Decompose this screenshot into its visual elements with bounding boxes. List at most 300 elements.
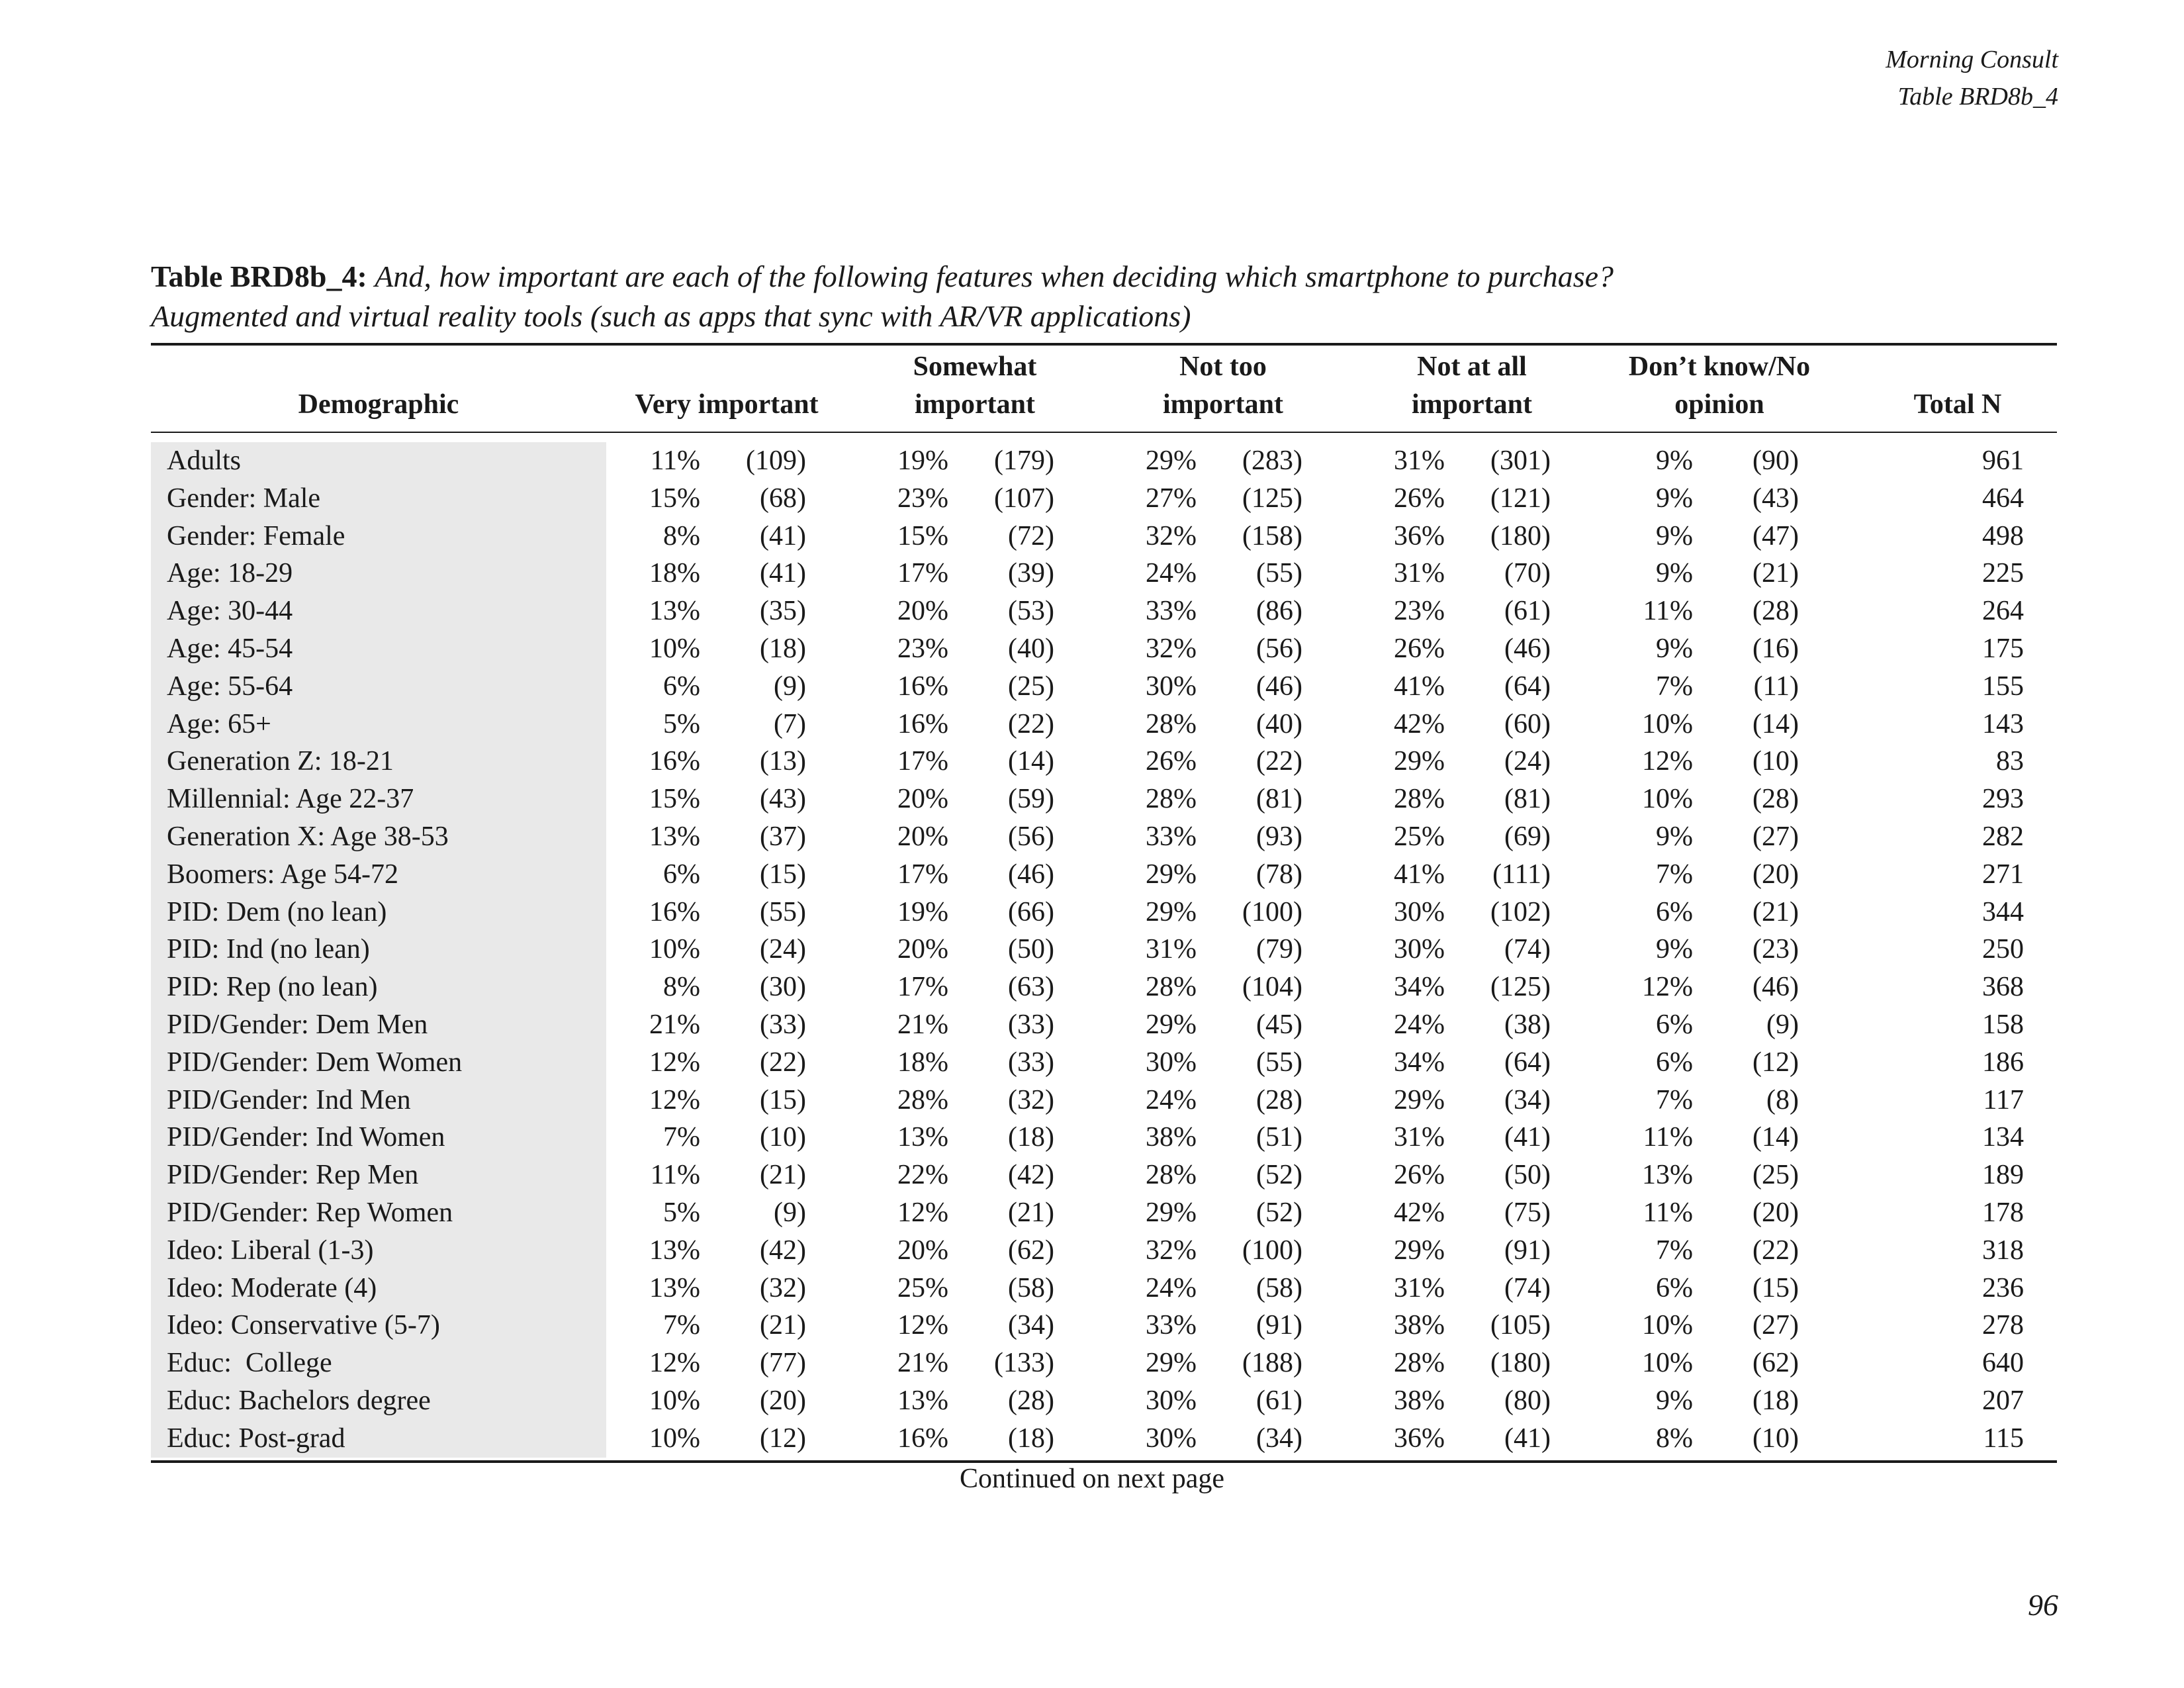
table-row: [151, 668, 2057, 706]
cell-very-n: (24): [760, 934, 806, 965]
cell-very-n: (21): [760, 1310, 806, 1341]
cell-very-n: (18): [760, 633, 806, 664]
table-title-question: And, how important are each of the following features when deciding which smartphone to purchase?: [375, 259, 1614, 293]
cell-very-n: (20): [760, 1385, 806, 1416]
cell-notall-n: (38): [1504, 1009, 1551, 1040]
cell-somewhat-pct: 16%: [897, 671, 948, 702]
cell-somewhat-pct: 17%: [897, 746, 948, 777]
cell-nottoo-n: (104): [1242, 972, 1302, 1003]
col-header-not-at-all-important: Not at all important: [1412, 352, 1532, 420]
cell-dk-n: (21): [1752, 896, 1799, 927]
cell-somewhat-n: (42): [1008, 1160, 1054, 1191]
cell-total-n: 344: [1982, 896, 2024, 927]
cell-dk-n: (90): [1752, 445, 1799, 476]
cell-notall-pct: 38%: [1394, 1385, 1445, 1416]
cell-nottoo-pct: 33%: [1146, 596, 1197, 627]
cell-total-n: 318: [1982, 1235, 2024, 1266]
cell-somewhat-pct: 20%: [897, 1235, 948, 1266]
cell-very-n: (33): [760, 1009, 806, 1040]
cell-somewhat-n: (39): [1008, 558, 1054, 589]
row-label: Educ: Post-grad: [167, 1423, 345, 1454]
cell-total-n: 155: [1982, 671, 2024, 702]
row-label: Generation X: Age 38-53: [167, 821, 449, 852]
cell-notall-n: (74): [1504, 1272, 1551, 1303]
cell-nottoo-n: (55): [1256, 1047, 1302, 1078]
row-label: PID/Gender: Dem Women: [167, 1047, 463, 1078]
cell-very-pct: 12%: [649, 1084, 700, 1115]
cell-nottoo-pct: 29%: [1146, 896, 1197, 927]
cell-very-pct: 10%: [649, 934, 700, 965]
cell-notall-n: (64): [1504, 671, 1551, 702]
table-row: [151, 630, 2057, 668]
cell-notall-pct: 36%: [1394, 520, 1445, 551]
cell-notall-n: (75): [1504, 1197, 1551, 1228]
cell-very-n: (109): [746, 445, 806, 476]
cell-very-pct: 10%: [649, 1423, 700, 1454]
cell-somewhat-n: (63): [1008, 972, 1054, 1003]
cell-notall-n: (41): [1504, 1122, 1551, 1153]
cell-dk-n: (43): [1752, 483, 1799, 514]
row-label: PID/Gender: Ind Men: [167, 1084, 411, 1115]
cell-notall-pct: 24%: [1394, 1009, 1445, 1040]
cell-very-pct: 10%: [649, 633, 700, 664]
cell-very-n: (37): [760, 821, 806, 852]
cell-somewhat-n: (40): [1008, 633, 1054, 664]
cell-very-n: (7): [774, 708, 806, 739]
cell-nottoo-n: (79): [1256, 934, 1302, 965]
table-row: [151, 1307, 2057, 1344]
cell-notall-pct: 26%: [1394, 633, 1445, 664]
cell-dk-n: (20): [1752, 859, 1799, 890]
cell-nottoo-n: (46): [1256, 671, 1302, 702]
cell-somewhat-n: (56): [1008, 821, 1054, 852]
cell-nottoo-pct: 24%: [1146, 558, 1197, 589]
cell-dk-pct: 7%: [1656, 1084, 1693, 1115]
row-label: PID: Rep (no lean): [167, 972, 378, 1003]
cell-very-pct: 13%: [649, 821, 700, 852]
cell-notall-n: (91): [1504, 1235, 1551, 1266]
table-row: [151, 442, 2057, 480]
cell-nottoo-n: (22): [1256, 746, 1302, 777]
table-row: [151, 1382, 2057, 1420]
cell-nottoo-n: (56): [1256, 633, 1302, 664]
header-bottom-rule: [151, 432, 2057, 433]
cell-somewhat-pct: 19%: [897, 896, 948, 927]
cell-very-pct: 16%: [649, 896, 700, 927]
cell-somewhat-pct: 18%: [897, 1047, 948, 1078]
cell-nottoo-n: (100): [1242, 896, 1302, 927]
cell-notall-pct: 41%: [1394, 859, 1445, 890]
cell-somewhat-pct: 21%: [897, 1348, 948, 1379]
cell-dk-n: (23): [1752, 934, 1799, 965]
cell-notall-pct: 30%: [1394, 934, 1445, 965]
cell-somewhat-pct: 21%: [897, 1009, 948, 1040]
cell-notall-pct: 30%: [1394, 896, 1445, 927]
cell-somewhat-n: (66): [1008, 896, 1054, 927]
cell-notall-n: (74): [1504, 934, 1551, 965]
cell-dk-pct: 12%: [1642, 746, 1693, 777]
cell-somewhat-pct: 20%: [897, 821, 948, 852]
running-header: [1886, 41, 2058, 115]
cell-very-n: (41): [760, 520, 806, 551]
cell-dk-n: (28): [1752, 596, 1799, 627]
cell-nottoo-pct: 27%: [1146, 483, 1197, 514]
cell-notall-n: (24): [1504, 746, 1551, 777]
cell-notall-n: (111): [1492, 859, 1551, 890]
table-row: [151, 1044, 2057, 1082]
row-label: PID/Gender: Rep Women: [167, 1197, 453, 1228]
cell-nottoo-n: (58): [1256, 1272, 1302, 1303]
cell-dk-pct: 7%: [1656, 1235, 1693, 1266]
cell-dk-n: (9): [1766, 1009, 1799, 1040]
cell-total-n: 189: [1982, 1160, 2024, 1191]
cell-somewhat-n: (59): [1008, 784, 1054, 815]
col-header-demographic: Demographic: [298, 389, 459, 420]
cell-dk-n: (10): [1752, 746, 1799, 777]
table-row: [151, 1232, 2057, 1270]
cell-notall-pct: 38%: [1394, 1310, 1445, 1341]
cell-total-n: 115: [1983, 1423, 2024, 1454]
row-label: PID/Gender: Rep Men: [167, 1160, 419, 1191]
row-label: Ideo: Liberal (1-3): [167, 1235, 374, 1266]
cell-nottoo-pct: 24%: [1146, 1272, 1197, 1303]
cell-very-pct: 13%: [649, 1235, 700, 1266]
cell-dk-pct: 9%: [1656, 934, 1693, 965]
cell-dk-n: (14): [1752, 708, 1799, 739]
table-row: [151, 592, 2057, 630]
cell-dk-n: (16): [1752, 633, 1799, 664]
table-row: [151, 480, 2057, 518]
cell-notall-pct: 34%: [1394, 972, 1445, 1003]
table-row: [151, 856, 2057, 894]
cell-somewhat-n: (72): [1008, 520, 1054, 551]
cell-notall-n: (105): [1490, 1310, 1551, 1341]
cell-somewhat-n: (33): [1008, 1009, 1054, 1040]
continued-note: Continued on next page: [959, 1464, 1225, 1494]
table-row: [151, 743, 2057, 780]
row-label: Educ: College: [167, 1348, 332, 1379]
table-subtitle: Augmented and virtual reality tools (such as apps that sync with AR/VR applications): [151, 299, 1191, 333]
cell-somewhat-pct: 13%: [897, 1122, 948, 1153]
cell-somewhat-n: (62): [1008, 1235, 1054, 1266]
cell-nottoo-pct: 33%: [1146, 821, 1197, 852]
cell-somewhat-n: (32): [1008, 1084, 1054, 1115]
cell-very-pct: 7%: [663, 1122, 700, 1153]
cell-dk-pct: 7%: [1656, 859, 1693, 890]
cell-dk-n: (8): [1766, 1084, 1799, 1115]
cell-somewhat-pct: 15%: [897, 520, 948, 551]
cell-total-n: 225: [1982, 558, 2024, 589]
cell-very-n: (68): [760, 483, 806, 514]
row-label: Age: 65+: [167, 708, 271, 739]
row-label: Gender: Female: [167, 520, 345, 551]
cell-dk-n: (46): [1752, 972, 1799, 1003]
cell-somewhat-pct: 17%: [897, 859, 948, 890]
col-header-somewhat-important: Somewhat important: [913, 352, 1037, 420]
header-org: Morning Consult: [1886, 46, 2058, 73]
cell-nottoo-pct: 24%: [1146, 1084, 1197, 1115]
table-row: [151, 518, 2057, 555]
cell-dk-n: (21): [1752, 558, 1799, 589]
cell-total-n: 282: [1982, 821, 2024, 852]
cell-very-n: (30): [760, 972, 806, 1003]
cell-dk-pct: 11%: [1643, 596, 1693, 627]
cell-nottoo-pct: 26%: [1146, 746, 1197, 777]
cell-dk-pct: 9%: [1656, 633, 1693, 664]
cell-nottoo-pct: 28%: [1146, 972, 1197, 1003]
table-body: [151, 442, 2057, 1458]
cell-nottoo-n: (34): [1256, 1423, 1302, 1454]
cell-notall-n: (180): [1490, 520, 1551, 551]
cell-very-pct: 21%: [649, 1009, 700, 1040]
cell-total-n: 178: [1982, 1197, 2024, 1228]
cell-total-n: 143: [1982, 708, 2024, 739]
cell-nottoo-n: (100): [1242, 1235, 1302, 1266]
cell-notall-pct: 31%: [1394, 558, 1445, 589]
row-label: Boomers: Age 54-72: [167, 859, 398, 890]
cell-notall-n: (180): [1490, 1348, 1551, 1379]
table-row: [151, 555, 2057, 592]
cell-nottoo-pct: 28%: [1146, 1160, 1197, 1191]
cell-nottoo-n: (86): [1256, 596, 1302, 627]
cell-dk-pct: 13%: [1642, 1160, 1693, 1191]
cell-total-n: 158: [1982, 1009, 2024, 1040]
cell-nottoo-n: (125): [1242, 483, 1302, 514]
cell-dk-pct: 6%: [1656, 896, 1693, 927]
cell-very-pct: 13%: [649, 1272, 700, 1303]
cell-notall-pct: 26%: [1394, 1160, 1445, 1191]
cell-dk-n: (15): [1752, 1272, 1799, 1303]
row-label: Age: 30-44: [167, 596, 293, 627]
cell-dk-pct: 9%: [1656, 483, 1693, 514]
cell-nottoo-n: (51): [1256, 1122, 1302, 1153]
cell-notall-n: (60): [1504, 708, 1551, 739]
row-label: PID/Gender: Dem Men: [167, 1009, 428, 1040]
cell-notall-pct: 34%: [1394, 1047, 1445, 1078]
cell-very-n: (13): [760, 746, 806, 777]
cell-notall-n: (69): [1504, 821, 1551, 852]
row-label: Age: 18-29: [167, 558, 293, 589]
cell-very-pct: 6%: [663, 859, 700, 890]
cell-nottoo-n: (40): [1256, 708, 1302, 739]
cell-nottoo-n: (91): [1256, 1310, 1302, 1341]
row-label: Ideo: Moderate (4): [167, 1272, 377, 1303]
cell-dk-n: (25): [1752, 1160, 1799, 1191]
cell-somewhat-pct: 17%: [897, 972, 948, 1003]
cell-dk-pct: 8%: [1656, 1423, 1693, 1454]
cell-very-pct: 12%: [649, 1348, 700, 1379]
cell-notall-pct: 31%: [1394, 445, 1445, 476]
table-row: [151, 1420, 2057, 1458]
cell-somewhat-n: (18): [1008, 1122, 1054, 1153]
cell-total-n: 271: [1982, 859, 2024, 890]
cell-notall-pct: 29%: [1394, 1235, 1445, 1266]
cell-somewhat-pct: 16%: [897, 708, 948, 739]
table-row: [151, 968, 2057, 1006]
table-bottom-rule: [151, 1460, 2057, 1463]
cell-somewhat-n: (33): [1008, 1047, 1054, 1078]
cell-notall-pct: 25%: [1394, 821, 1445, 852]
cell-nottoo-pct: 29%: [1146, 859, 1197, 890]
row-label: Ideo: Conservative (5-7): [167, 1310, 440, 1341]
cell-somewhat-n: (107): [994, 483, 1054, 514]
col-header-not-too-important: Not too important: [1163, 352, 1283, 420]
col-header-total-n: Total N: [1913, 389, 2002, 420]
cell-very-pct: 11%: [650, 445, 700, 476]
cell-somewhat-pct: 28%: [897, 1084, 948, 1115]
cell-somewhat-n: (25): [1008, 671, 1054, 702]
cell-dk-n: (18): [1752, 1385, 1799, 1416]
cell-very-n: (77): [760, 1348, 806, 1379]
cell-very-pct: 13%: [649, 596, 700, 627]
cell-total-n: 640: [1982, 1348, 2024, 1379]
cell-very-n: (15): [760, 1084, 806, 1115]
cell-nottoo-n: (55): [1256, 558, 1302, 589]
cell-somewhat-n: (28): [1008, 1385, 1054, 1416]
cell-nottoo-pct: 30%: [1146, 671, 1197, 702]
cell-dk-pct: 9%: [1656, 520, 1693, 551]
table-row: [151, 1006, 2057, 1044]
cell-nottoo-n: (52): [1256, 1197, 1302, 1228]
cell-somewhat-pct: 20%: [897, 596, 948, 627]
cell-total-n: 961: [1982, 445, 2024, 476]
cell-very-pct: 11%: [650, 1160, 700, 1191]
cell-nottoo-pct: 30%: [1146, 1047, 1197, 1078]
cell-dk-pct: 10%: [1642, 708, 1693, 739]
cell-somewhat-n: (34): [1008, 1310, 1054, 1341]
row-label: Educ: Bachelors degree: [167, 1385, 431, 1416]
row-label: PID/Gender: Ind Women: [167, 1122, 445, 1153]
cell-notall-n: (301): [1490, 445, 1551, 476]
cell-notall-pct: 28%: [1394, 784, 1445, 815]
row-label: PID: Dem (no lean): [167, 896, 387, 927]
cell-very-pct: 5%: [663, 708, 700, 739]
cell-nottoo-n: (81): [1256, 784, 1302, 815]
cell-nottoo-pct: 32%: [1146, 633, 1197, 664]
cell-notall-pct: 42%: [1394, 1197, 1445, 1228]
cell-dk-pct: 7%: [1656, 671, 1693, 702]
cell-notall-pct: 26%: [1394, 483, 1445, 514]
cell-very-n: (55): [760, 896, 806, 927]
cell-total-n: 498: [1982, 520, 2024, 551]
cell-dk-n: (28): [1752, 784, 1799, 815]
cell-somewhat-n: (46): [1008, 859, 1054, 890]
row-label: Gender: Male: [167, 483, 321, 514]
cell-somewhat-pct: 12%: [897, 1310, 948, 1341]
cell-nottoo-pct: 29%: [1146, 1348, 1197, 1379]
cell-nottoo-n: (61): [1256, 1385, 1302, 1416]
cell-nottoo-pct: 29%: [1146, 445, 1197, 476]
table-row: [151, 1270, 2057, 1307]
cell-nottoo-n: (52): [1256, 1160, 1302, 1191]
cell-somewhat-pct: 19%: [897, 445, 948, 476]
cell-total-n: 175: [1982, 633, 2024, 664]
cell-somewhat-pct: 20%: [897, 934, 948, 965]
cell-notall-pct: 28%: [1394, 1348, 1445, 1379]
table-header: [151, 346, 2057, 432]
cell-notall-n: (81): [1504, 784, 1551, 815]
cell-notall-n: (64): [1504, 1047, 1551, 1078]
cell-dk-n: (11): [1753, 671, 1799, 702]
cell-somewhat-n: (18): [1008, 1423, 1054, 1454]
cell-very-n: (22): [760, 1047, 806, 1078]
cell-dk-n: (27): [1752, 821, 1799, 852]
table-row: [151, 894, 2057, 931]
cell-notall-n: (34): [1504, 1084, 1551, 1115]
cell-very-pct: 6%: [663, 671, 700, 702]
cell-nottoo-pct: 30%: [1146, 1423, 1197, 1454]
cell-dk-n: (47): [1752, 520, 1799, 551]
cell-notall-pct: 41%: [1394, 671, 1445, 702]
page-number: 96: [2028, 1588, 2058, 1622]
cell-somewhat-n: (22): [1008, 708, 1054, 739]
cell-somewhat-n: (50): [1008, 934, 1054, 965]
cell-somewhat-n: (53): [1008, 596, 1054, 627]
cell-notall-n: (61): [1504, 596, 1551, 627]
cell-dk-n: (14): [1752, 1122, 1799, 1153]
table-row: [151, 1082, 2057, 1119]
cell-dk-pct: 10%: [1642, 784, 1693, 815]
cell-very-n: (9): [774, 1197, 806, 1228]
cell-dk-pct: 9%: [1656, 445, 1693, 476]
cell-notall-n: (125): [1490, 972, 1551, 1003]
table-title: [151, 257, 2057, 336]
cell-notall-pct: 29%: [1394, 746, 1445, 777]
cell-nottoo-pct: 29%: [1146, 1197, 1197, 1228]
cell-dk-n: (22): [1752, 1235, 1799, 1266]
cell-somewhat-pct: 17%: [897, 558, 948, 589]
cell-total-n: 293: [1982, 784, 2024, 815]
row-label: PID: Ind (no lean): [167, 934, 370, 965]
cell-notall-n: (46): [1504, 633, 1551, 664]
cell-very-n: (9): [774, 671, 806, 702]
cell-very-n: (12): [760, 1423, 806, 1454]
cell-very-pct: 16%: [649, 746, 700, 777]
cell-very-pct: 18%: [649, 558, 700, 589]
cell-nottoo-pct: 33%: [1146, 1310, 1197, 1341]
cell-nottoo-n: (45): [1256, 1009, 1302, 1040]
cell-somewhat-n: (133): [994, 1348, 1054, 1379]
table-title-name: Table BRD8b_4:: [151, 259, 367, 293]
cell-somewhat-pct: 12%: [897, 1197, 948, 1228]
table-row: [151, 780, 2057, 818]
cell-dk-pct: 9%: [1656, 1385, 1693, 1416]
cell-nottoo-n: (188): [1242, 1348, 1302, 1379]
cell-somewhat-n: (14): [1008, 746, 1054, 777]
table-row: [151, 1119, 2057, 1156]
cell-total-n: 250: [1982, 934, 2024, 965]
cell-dk-n: (10): [1752, 1423, 1799, 1454]
table-row: [151, 818, 2057, 856]
cell-somewhat-n: (58): [1008, 1272, 1054, 1303]
table-row: [151, 1156, 2057, 1194]
cell-total-n: 236: [1982, 1272, 2024, 1303]
cell-nottoo-pct: 32%: [1146, 1235, 1197, 1266]
cell-dk-pct: 6%: [1656, 1272, 1693, 1303]
cell-somewhat-n: (21): [1008, 1197, 1054, 1228]
cell-nottoo-n: (283): [1242, 445, 1302, 476]
cell-notall-pct: 42%: [1394, 708, 1445, 739]
table-row: [151, 931, 2057, 968]
cell-somewhat-pct: 16%: [897, 1423, 948, 1454]
cell-total-n: 368: [1982, 972, 2024, 1003]
cell-dk-n: (20): [1752, 1197, 1799, 1228]
cell-nottoo-pct: 29%: [1146, 1009, 1197, 1040]
cell-very-pct: 10%: [649, 1385, 700, 1416]
col-header-dont-know: Don’t know/No opinion: [1628, 352, 1811, 420]
table-row: [151, 706, 2057, 743]
cell-nottoo-pct: 28%: [1146, 784, 1197, 815]
